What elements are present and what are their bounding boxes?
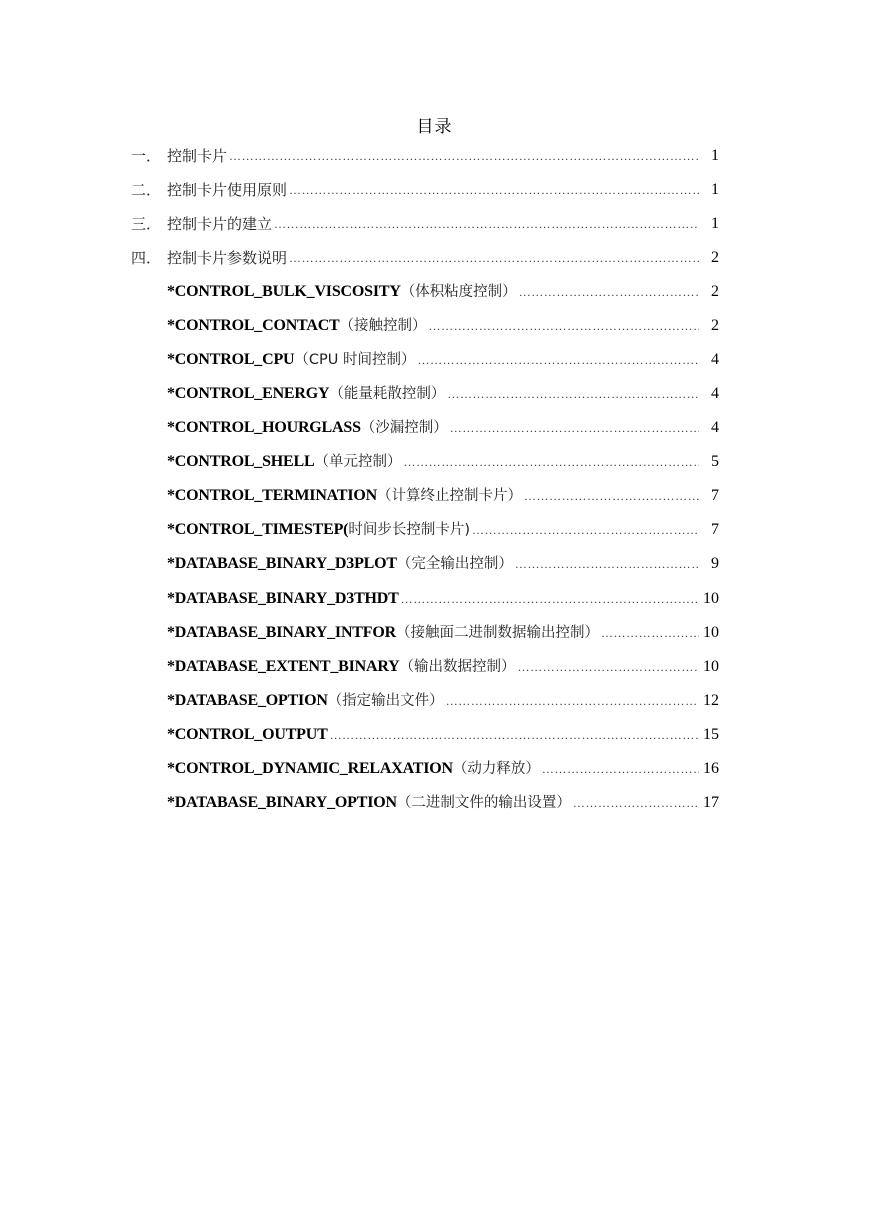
card-keyword: *CONTROL_TIMESTEP( <box>167 521 349 538</box>
toc-page-number: 15 <box>703 726 719 743</box>
toc-card-entry[interactable] <box>167 481 719 511</box>
toc-leader-dots <box>229 141 699 171</box>
toc-leader-dots <box>524 481 699 511</box>
toc-entry-number: 二． <box>131 181 162 199</box>
toc-entry-title: 控制卡片 <box>167 147 228 165</box>
toc-card-entry[interactable] <box>167 652 719 682</box>
toc-page-number: 12 <box>703 692 719 709</box>
toc-leader-dots <box>289 243 699 273</box>
toc-page-number: 4 <box>711 419 719 436</box>
card-keyword: *CONTROL_BULK_VISCOSITY <box>167 283 401 300</box>
toc-entry[interactable] <box>131 243 719 273</box>
toc-page-number: 10 <box>703 590 719 607</box>
toc-page-number: 5 <box>711 453 719 470</box>
toc-leader-dots <box>274 209 699 239</box>
toc-entry[interactable] <box>131 209 719 239</box>
toc-leader-dots <box>601 618 699 648</box>
toc-entry-title: 控制卡片参数说明 <box>167 249 288 267</box>
toc-leader-dots <box>447 379 699 409</box>
toc-leader-dots <box>518 652 699 682</box>
card-keyword: *CONTROL_DYNAMIC_RELAXATION <box>167 760 453 777</box>
toc-card-entry[interactable] <box>167 788 719 818</box>
toc-entry[interactable] <box>131 175 719 205</box>
card-description: （接触控制） <box>339 318 427 334</box>
toc-leader-dots <box>330 720 699 750</box>
toc-card-entry[interactable] <box>167 515 719 545</box>
toc-card-entry[interactable] <box>167 618 719 648</box>
toc-page-number: 7 <box>711 487 719 504</box>
toc-entry-number: 一． <box>131 147 162 165</box>
toc-entry-number: 三． <box>131 215 162 233</box>
toc-entry-title: 控制卡片的建立 <box>167 215 273 233</box>
toc-leader-dots <box>519 277 699 307</box>
toc-card-entry[interactable] <box>167 311 719 341</box>
toc-leader-dots <box>472 515 699 545</box>
toc-leader-dots <box>573 788 699 818</box>
card-keyword: *CONTROL_ENERGY <box>167 385 330 402</box>
toc-leader-dots <box>515 549 699 579</box>
card-keyword: *DATABASE_BINARY_INTFOR <box>167 624 396 641</box>
toc-card-entry[interactable] <box>167 686 719 716</box>
toc-page-number: 4 <box>711 351 719 368</box>
toc-page-number: 1 <box>711 147 719 164</box>
toc-page-number: 2 <box>711 283 719 300</box>
toc-page-number: 10 <box>703 658 719 675</box>
toc-leader-dots <box>403 447 699 477</box>
toc-card-entry[interactable] <box>167 345 719 375</box>
toc-page-number: 1 <box>711 181 719 198</box>
card-keyword: *CONTROL_OUTPUT <box>167 726 328 743</box>
toc-entry-number: 四． <box>131 249 162 267</box>
card-description: （沙漏控制） <box>360 420 448 436</box>
card-keyword: *DATABASE_BINARY_D3PLOT <box>167 555 397 572</box>
card-keyword: *CONTROL_CPU <box>167 351 295 368</box>
card-description: （二进制文件的输出设置） <box>396 795 571 811</box>
toc-page-number: 2 <box>711 317 719 334</box>
card-keyword: *DATABASE_EXTENT_BINARY <box>167 658 400 675</box>
card-description: （单元控制） <box>314 454 402 470</box>
toc-card-entry[interactable] <box>167 413 719 443</box>
toc-page-number: 2 <box>711 249 719 266</box>
toc-card-entry[interactable] <box>167 447 719 477</box>
card-description: （接触面二进制数据输出控制） <box>395 625 599 641</box>
toc-card-entry[interactable] <box>167 754 719 784</box>
card-description: （CPU 时间控制） <box>294 352 416 368</box>
toc-page-number: 16 <box>703 760 719 777</box>
card-keyword: *DATABASE_BINARY_D3THDT <box>167 590 399 607</box>
card-description: （完全输出控制） <box>396 556 513 572</box>
toc-page-number: 17 <box>703 794 719 811</box>
toc-card-entry[interactable] <box>167 277 719 307</box>
card-keyword: *CONTROL_CONTACT <box>167 317 340 334</box>
toc-title: 目录 <box>416 117 453 137</box>
toc-leader-dots <box>446 686 699 716</box>
card-description: 时间步长控制卡片) <box>348 522 470 538</box>
toc-leader-dots <box>417 345 699 375</box>
card-keyword: *CONTROL_TERMINATION <box>167 487 377 504</box>
toc-card-entry[interactable] <box>167 584 719 614</box>
card-keyword: *CONTROL_HOURGLASS <box>167 419 361 436</box>
toc-leader-dots <box>429 311 699 341</box>
toc-leader-dots <box>401 584 699 614</box>
toc-leader-dots <box>289 175 699 205</box>
card-description: （计算终止控制卡片） <box>376 488 522 504</box>
toc-card-entry[interactable] <box>167 379 719 409</box>
card-keyword: *CONTROL_SHELL <box>167 453 315 470</box>
card-keyword: *DATABASE_OPTION <box>167 692 328 709</box>
card-description: （体积粘度控制） <box>400 284 517 300</box>
card-description: （动力释放） <box>452 761 540 777</box>
toc-page-number: 7 <box>711 521 719 538</box>
toc-page-number: 9 <box>711 555 719 572</box>
toc-page-number: 10 <box>703 624 719 641</box>
toc-page-number: 4 <box>711 385 719 402</box>
toc-page-number: 1 <box>711 215 719 232</box>
toc-leader-dots <box>450 413 699 443</box>
toc-card-entry[interactable] <box>167 720 719 750</box>
toc-entry-title: 控制卡片使用原则 <box>167 181 288 199</box>
toc-card-entry[interactable] <box>167 549 719 579</box>
toc-entry[interactable] <box>131 141 719 171</box>
card-description: （指定输出文件） <box>327 693 444 709</box>
toc-leader-dots <box>542 754 699 784</box>
card-description: （输出数据控制） <box>399 659 516 675</box>
card-keyword: *DATABASE_BINARY_OPTION <box>167 794 397 811</box>
card-description: （能量耗散控制） <box>329 386 446 402</box>
